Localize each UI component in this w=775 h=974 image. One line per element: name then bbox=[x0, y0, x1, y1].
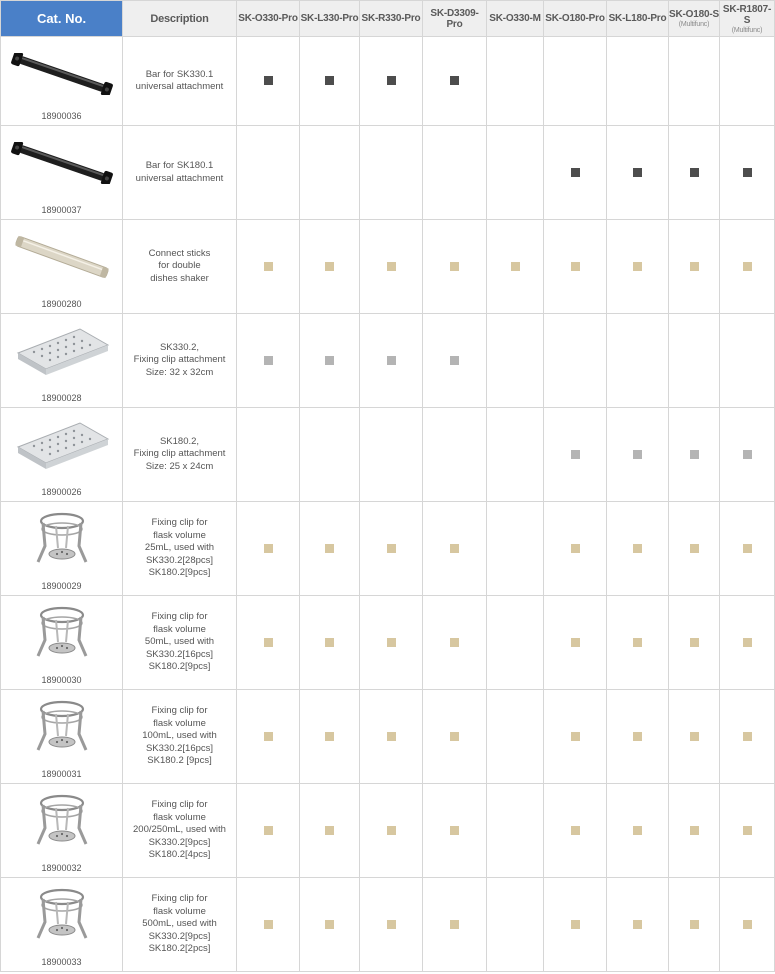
description-line: SK330.2[28pcs] bbox=[145, 554, 214, 566]
compat-cell bbox=[300, 408, 360, 502]
compatible-marker bbox=[450, 262, 459, 271]
description-line: Bar for SK330.1 bbox=[145, 68, 214, 80]
compatible-marker bbox=[450, 826, 459, 835]
flask-clip-icon bbox=[9, 602, 114, 664]
black-bar-icon bbox=[9, 43, 114, 105]
compat-cell bbox=[423, 37, 487, 126]
compat-cell bbox=[544, 220, 607, 314]
compatible-marker bbox=[387, 544, 396, 553]
model-header bbox=[360, 1, 423, 37]
model-subtitle: (Multifunc) bbox=[678, 21, 710, 28]
compat-cell bbox=[544, 596, 607, 690]
description-line: dishes shaker bbox=[150, 272, 209, 284]
compat-cell bbox=[300, 314, 360, 408]
compat-cell bbox=[544, 126, 607, 220]
compat-cell bbox=[300, 784, 360, 878]
compatible-marker bbox=[387, 356, 396, 365]
compatible-marker bbox=[264, 544, 273, 553]
cat-cell bbox=[1, 878, 123, 972]
compat-cell bbox=[237, 314, 300, 408]
compat-cell bbox=[669, 408, 720, 502]
compat-cell bbox=[720, 37, 775, 126]
compat-cell bbox=[669, 596, 720, 690]
compat-cell bbox=[669, 878, 720, 972]
compat-cell bbox=[669, 220, 720, 314]
compat-cell bbox=[360, 784, 423, 878]
description-line: for double bbox=[158, 260, 201, 272]
compatible-marker bbox=[387, 826, 396, 835]
compatible-marker bbox=[571, 920, 580, 929]
compatible-marker bbox=[633, 826, 642, 835]
compat-cell bbox=[360, 502, 423, 596]
compat-cell bbox=[544, 878, 607, 972]
compat-cell bbox=[607, 690, 669, 784]
compat-cell bbox=[487, 502, 544, 596]
compatible-marker bbox=[450, 356, 459, 365]
cat-no-header: Cat. No. bbox=[1, 1, 123, 37]
description-cell bbox=[123, 502, 237, 596]
compatible-marker bbox=[450, 638, 459, 647]
description-cell bbox=[123, 408, 237, 502]
compatible-marker bbox=[743, 262, 752, 271]
compat-cell bbox=[300, 596, 360, 690]
compatible-marker bbox=[450, 920, 459, 929]
compatible-marker bbox=[264, 262, 273, 271]
description-line: Fixing clip for bbox=[151, 799, 208, 811]
cat-cell bbox=[1, 502, 123, 596]
description-line: universal attachment bbox=[135, 81, 224, 92]
catalog-number: 18900032 bbox=[41, 863, 82, 873]
compat-cell bbox=[487, 784, 544, 878]
compat-cell bbox=[669, 314, 720, 408]
compatible-marker bbox=[264, 732, 273, 741]
compat-cell bbox=[669, 690, 720, 784]
header-row bbox=[1, 1, 775, 37]
compat-cell bbox=[607, 220, 669, 314]
compat-cell bbox=[423, 502, 487, 596]
compat-cell bbox=[300, 37, 360, 126]
compatible-marker bbox=[743, 544, 752, 553]
catalog-number: 18900026 bbox=[41, 487, 82, 497]
compatible-marker bbox=[264, 356, 273, 365]
description-line: flask volume bbox=[153, 905, 206, 917]
compatible-marker bbox=[571, 826, 580, 835]
catalog-number: 18900036 bbox=[41, 111, 82, 121]
compatible-marker bbox=[571, 732, 580, 741]
compat-cell bbox=[237, 37, 300, 126]
model-name: SK-R1807-S bbox=[722, 3, 772, 26]
description-line: Fixing clip for bbox=[151, 705, 208, 717]
compat-cell bbox=[720, 126, 775, 220]
compatible-marker bbox=[264, 920, 273, 929]
compat-cell bbox=[720, 408, 775, 502]
flask-clip-icon bbox=[9, 790, 114, 852]
compat-cell bbox=[544, 784, 607, 878]
compat-cell bbox=[237, 596, 300, 690]
cat-cell bbox=[1, 596, 123, 690]
compat-cell bbox=[487, 126, 544, 220]
compatible-marker bbox=[690, 732, 699, 741]
compatible-marker bbox=[387, 638, 396, 647]
table-row bbox=[1, 878, 775, 972]
compat-cell bbox=[423, 784, 487, 878]
model-header bbox=[669, 1, 720, 37]
description-cell bbox=[123, 596, 237, 690]
cat-cell bbox=[1, 314, 123, 408]
compat-cell bbox=[607, 502, 669, 596]
compatible-marker bbox=[264, 826, 273, 835]
compatible-marker bbox=[450, 544, 459, 553]
compatible-marker bbox=[690, 826, 699, 835]
compat-cell bbox=[237, 502, 300, 596]
compatible-marker bbox=[450, 76, 459, 85]
model-subtitle: (Multifunc) bbox=[731, 26, 763, 34]
compat-cell bbox=[487, 37, 544, 126]
compat-cell bbox=[720, 596, 775, 690]
catalog-number: 18900037 bbox=[41, 205, 82, 215]
black-bar-icon bbox=[9, 132, 114, 194]
compat-cell bbox=[607, 37, 669, 126]
compatible-marker bbox=[743, 450, 752, 459]
description-line: universal attachment bbox=[135, 172, 224, 184]
description-line: Size: 25 x 24cm bbox=[145, 460, 214, 472]
model-header bbox=[300, 1, 360, 37]
compatible-marker bbox=[387, 732, 396, 741]
compat-cell bbox=[237, 220, 300, 314]
compat-cell bbox=[300, 126, 360, 220]
compat-cell bbox=[607, 596, 669, 690]
perforated-tray-icon bbox=[9, 414, 114, 476]
compatible-marker bbox=[387, 76, 396, 85]
description-line: SK180.2[9pcs] bbox=[148, 567, 211, 579]
description-line: Connect sticks bbox=[148, 247, 211, 259]
model-name: SK-R330-Pro bbox=[361, 13, 421, 24]
compat-cell bbox=[360, 596, 423, 690]
description-line: 100mL, used with bbox=[142, 730, 217, 742]
compat-cell bbox=[487, 408, 544, 502]
description-line: flask volume bbox=[153, 529, 206, 541]
flask-clip-icon bbox=[9, 884, 114, 946]
connect-stick-icon bbox=[9, 226, 114, 288]
description-line: Fixing clip attachment bbox=[133, 448, 226, 460]
description-cell bbox=[123, 220, 237, 314]
description-line: Fixing clip for bbox=[151, 893, 208, 905]
compat-cell bbox=[237, 878, 300, 972]
description-cell bbox=[123, 126, 237, 220]
description-line: SK330.2[16pcs] bbox=[145, 648, 214, 660]
compatible-marker bbox=[571, 450, 580, 459]
compat-cell bbox=[669, 784, 720, 878]
compat-cell bbox=[423, 220, 487, 314]
compat-cell bbox=[237, 784, 300, 878]
compatible-marker bbox=[325, 732, 334, 741]
perforated-tray-icon bbox=[9, 320, 114, 382]
compat-cell bbox=[487, 220, 544, 314]
description-line: SK330.2[9pcs] bbox=[148, 930, 211, 942]
compat-cell bbox=[360, 220, 423, 314]
compat-cell bbox=[423, 596, 487, 690]
description-line: 200/250mL, used with bbox=[133, 824, 226, 836]
compatible-marker bbox=[571, 638, 580, 647]
compat-cell bbox=[720, 220, 775, 314]
description-line: flask volume bbox=[153, 623, 206, 635]
compatible-marker bbox=[511, 262, 520, 271]
description-cell bbox=[123, 878, 237, 972]
model-name: SK-O180-Pro bbox=[545, 13, 605, 24]
cat-cell bbox=[1, 37, 123, 126]
cat-cell bbox=[1, 784, 123, 878]
compat-cell bbox=[360, 314, 423, 408]
compatible-marker bbox=[633, 168, 642, 177]
compat-cell bbox=[237, 690, 300, 784]
description-line: SK180.2[4pcs] bbox=[148, 849, 211, 861]
compatible-marker bbox=[690, 544, 699, 553]
flask-clip-icon bbox=[9, 696, 114, 758]
description-line: flask volume bbox=[153, 717, 206, 729]
compat-cell bbox=[423, 690, 487, 784]
description-cell bbox=[123, 37, 237, 126]
cat-cell bbox=[1, 126, 123, 220]
model-header bbox=[607, 1, 669, 37]
catalog-number: 18900030 bbox=[41, 675, 82, 685]
compat-cell bbox=[607, 878, 669, 972]
compatible-marker bbox=[633, 638, 642, 647]
compat-cell bbox=[720, 502, 775, 596]
description-line: SK180.2, bbox=[159, 435, 200, 447]
description-line: 500mL, used with bbox=[142, 918, 217, 930]
model-header bbox=[544, 1, 607, 37]
compatible-marker bbox=[450, 732, 459, 741]
model-header bbox=[423, 1, 487, 37]
table-row bbox=[1, 314, 775, 408]
compatible-marker bbox=[571, 262, 580, 271]
compat-cell bbox=[544, 314, 607, 408]
compat-cell bbox=[300, 220, 360, 314]
compat-cell bbox=[607, 126, 669, 220]
compat-cell bbox=[360, 37, 423, 126]
compat-cell bbox=[544, 690, 607, 784]
compatible-marker bbox=[633, 262, 642, 271]
description-cell bbox=[123, 314, 237, 408]
compat-cell bbox=[423, 126, 487, 220]
compat-cell bbox=[487, 690, 544, 784]
table-row bbox=[1, 502, 775, 596]
compatible-marker bbox=[264, 76, 273, 85]
compatible-marker bbox=[325, 920, 334, 929]
compatible-marker bbox=[743, 826, 752, 835]
description-line: SK330.2[16pcs] bbox=[145, 742, 214, 754]
compatible-marker bbox=[571, 544, 580, 553]
compatible-marker bbox=[743, 920, 752, 929]
description-line: SK330.2[9pcs] bbox=[148, 836, 211, 848]
compat-cell bbox=[237, 126, 300, 220]
compatible-marker bbox=[325, 544, 334, 553]
compat-cell bbox=[300, 502, 360, 596]
compatible-marker bbox=[633, 920, 642, 929]
model-name: SK-L180-Pro bbox=[608, 13, 667, 24]
catalog-number: 18900280 bbox=[41, 299, 82, 309]
compat-cell bbox=[607, 408, 669, 502]
compatible-marker bbox=[633, 450, 642, 459]
compat-cell bbox=[360, 690, 423, 784]
compatible-marker bbox=[690, 920, 699, 929]
compat-cell bbox=[300, 690, 360, 784]
compatible-marker bbox=[743, 732, 752, 741]
catalog-number: 18900029 bbox=[41, 581, 82, 591]
compatible-marker bbox=[690, 638, 699, 647]
compatible-marker bbox=[325, 262, 334, 271]
compatible-marker bbox=[325, 826, 334, 835]
compat-cell bbox=[487, 314, 544, 408]
compatible-marker bbox=[571, 168, 580, 177]
description-line: 25mL, used with bbox=[144, 542, 215, 554]
catalog-number: 18900028 bbox=[41, 393, 82, 403]
flask-clip-icon bbox=[9, 508, 114, 570]
compatible-marker bbox=[633, 732, 642, 741]
compatible-marker bbox=[690, 262, 699, 271]
description-line: SK180.2[2pcs] bbox=[148, 943, 211, 955]
compatible-marker bbox=[690, 450, 699, 459]
description-line: SK330.2, bbox=[159, 341, 200, 353]
model-name: SK-L330-Pro bbox=[300, 13, 359, 24]
compat-cell bbox=[607, 314, 669, 408]
compat-cell bbox=[423, 408, 487, 502]
compatible-marker bbox=[633, 544, 642, 553]
compatible-marker bbox=[264, 638, 273, 647]
description-line: Bar for SK180.1 bbox=[145, 160, 214, 171]
description-line: flask volume bbox=[153, 811, 206, 823]
table-row bbox=[1, 408, 775, 502]
compat-cell bbox=[544, 408, 607, 502]
model-name: SK-D3309-Pro bbox=[430, 7, 479, 30]
compat-cell bbox=[669, 126, 720, 220]
compat-cell bbox=[720, 314, 775, 408]
compat-cell bbox=[360, 126, 423, 220]
table-row bbox=[1, 784, 775, 878]
compat-cell bbox=[544, 502, 607, 596]
compat-cell bbox=[487, 596, 544, 690]
table-row bbox=[1, 126, 775, 220]
compatible-marker bbox=[743, 638, 752, 647]
compat-cell bbox=[300, 878, 360, 972]
compatible-marker bbox=[387, 262, 396, 271]
compatible-marker bbox=[325, 76, 334, 85]
catalog-number: 18900033 bbox=[41, 957, 82, 967]
compat-cell bbox=[720, 784, 775, 878]
compat-cell bbox=[423, 878, 487, 972]
compat-cell bbox=[544, 37, 607, 126]
table-row bbox=[1, 37, 775, 126]
table-row bbox=[1, 690, 775, 784]
compatible-marker bbox=[690, 168, 699, 177]
compatible-marker bbox=[743, 168, 752, 177]
catalog-number: 18900031 bbox=[41, 769, 82, 779]
description-line: SK180.2 [9pcs] bbox=[147, 755, 212, 767]
description-cell bbox=[123, 690, 237, 784]
table-row bbox=[1, 596, 775, 690]
model-header bbox=[487, 1, 544, 37]
description-line: SK180.2[9pcs] bbox=[148, 661, 211, 673]
description-cell bbox=[123, 784, 237, 878]
compat-cell bbox=[607, 784, 669, 878]
cat-cell bbox=[1, 220, 123, 314]
description-line: 50mL, used with bbox=[144, 636, 215, 648]
description-line: Size: 32 x 32cm bbox=[145, 366, 214, 378]
description-header: Description bbox=[123, 1, 237, 37]
compat-cell bbox=[669, 502, 720, 596]
model-header bbox=[720, 1, 775, 37]
compat-cell bbox=[669, 37, 720, 126]
compatible-marker bbox=[387, 920, 396, 929]
cat-cell bbox=[1, 408, 123, 502]
model-name: SK-O330-M bbox=[489, 13, 541, 24]
description-line: Fixing clip for bbox=[151, 611, 208, 623]
model-name: SK-O180-S bbox=[669, 9, 719, 20]
table-row bbox=[1, 220, 775, 314]
compat-cell bbox=[360, 878, 423, 972]
compat-cell bbox=[237, 408, 300, 502]
description-line: Fixing clip attachment bbox=[133, 354, 226, 366]
compat-cell bbox=[720, 690, 775, 784]
compat-cell bbox=[360, 408, 423, 502]
cat-cell bbox=[1, 690, 123, 784]
compatible-marker bbox=[325, 356, 334, 365]
compat-cell bbox=[487, 878, 544, 972]
model-header bbox=[237, 1, 300, 37]
compat-cell bbox=[423, 314, 487, 408]
description-line: Fixing clip for bbox=[151, 517, 208, 529]
model-name: SK-O330-Pro bbox=[238, 13, 298, 24]
compatible-marker bbox=[325, 638, 334, 647]
compat-cell bbox=[720, 878, 775, 972]
